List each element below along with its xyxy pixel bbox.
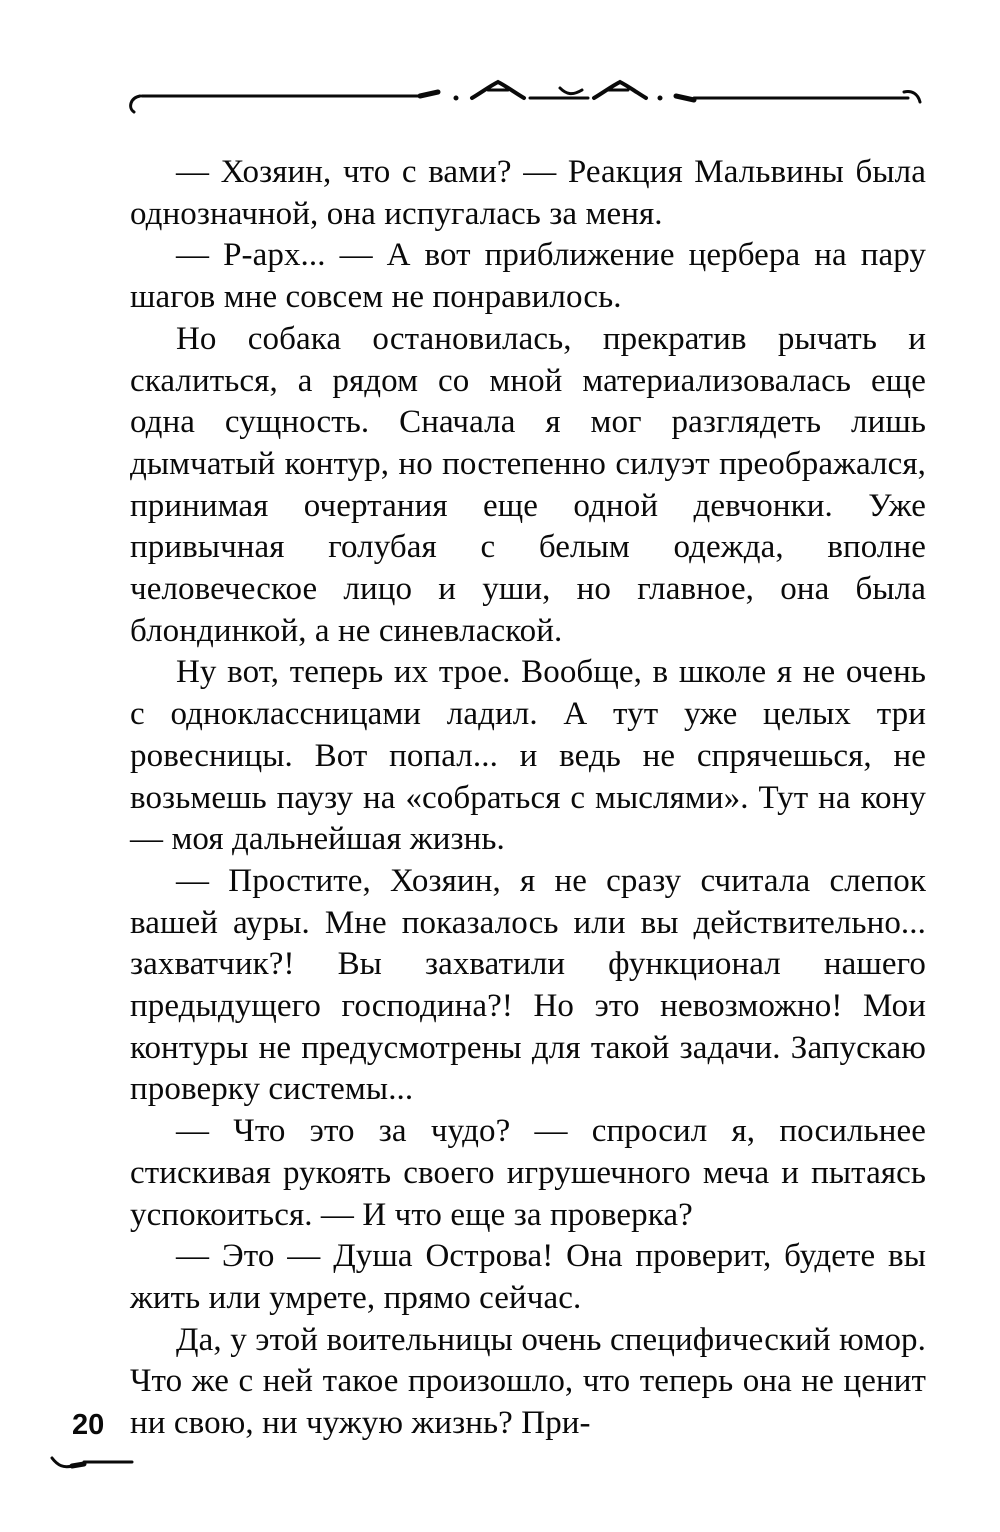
paragraph: — Р-арх... — А вот приближение цербера на пару шагов мне совсем не понравилось. [130,237,926,316]
paragraph: — Это — Душа Острова! Она проверит, будете вы жить или умрете, прямо сейчас. [130,1238,926,1316]
paragraph: Ну вот, теперь их трое. Вообще, в школе я не очень с одноклассницами ладил. А тут уже целых три ровесницы. Вот попал... и ведь не спрячешься, не возьмешь паузу на «собраться с мыслями». Тут на кону — моя дальнейшая жизнь. [130,654,926,858]
paragraph: — Что это за чудо? — спросил я, посильнее стискивая рукоять своего игрушечного меча и пытаясь успокоиться. — И что еще за проверка? [130,1113,926,1233]
paragraph: — Хозяин, что с вами? — Реакция Мальвины была однозначной, она испугалась за меня. [130,154,926,232]
page-number: 20 [72,1409,105,1441]
paragraph: Да, у этой воительницы очень специфический юмор. Что же с ней такое произошло, что теперь она не ценит ни свою, ни чужую жизнь? При- [130,1321,926,1442]
paragraph: — Простите, Хозяин, я не сразу считала слепок вашей ауры. Мне показалось или вы действительно... захватчик?! Вы захватили функционал нашего предыдущего господина?! Но это невозможно! Мои контуры не предусмотрены для такой задачи. Запускаю проверку системы... [130,862,926,1108]
page-footer [48,1408,148,1478]
paragraph: Но собака остановилась, прекратив рычать и скалиться, а рядом со мной материализовалась еще одна сущность. Сначала я мог разглядеть лишь дымчатый контур, но постепенно силуэт преображался, принимая очертания еще одной девчонки. Уже привычная голубая с белым одежда, вполне человеческое лицо и уши, но главное, она была блондинкой, а не синевлаской. [130,320,926,649]
top-ornament-icon [120,72,926,116]
bottom-ornament-icon [48,1448,138,1474]
page-body [130,152,926,1445]
